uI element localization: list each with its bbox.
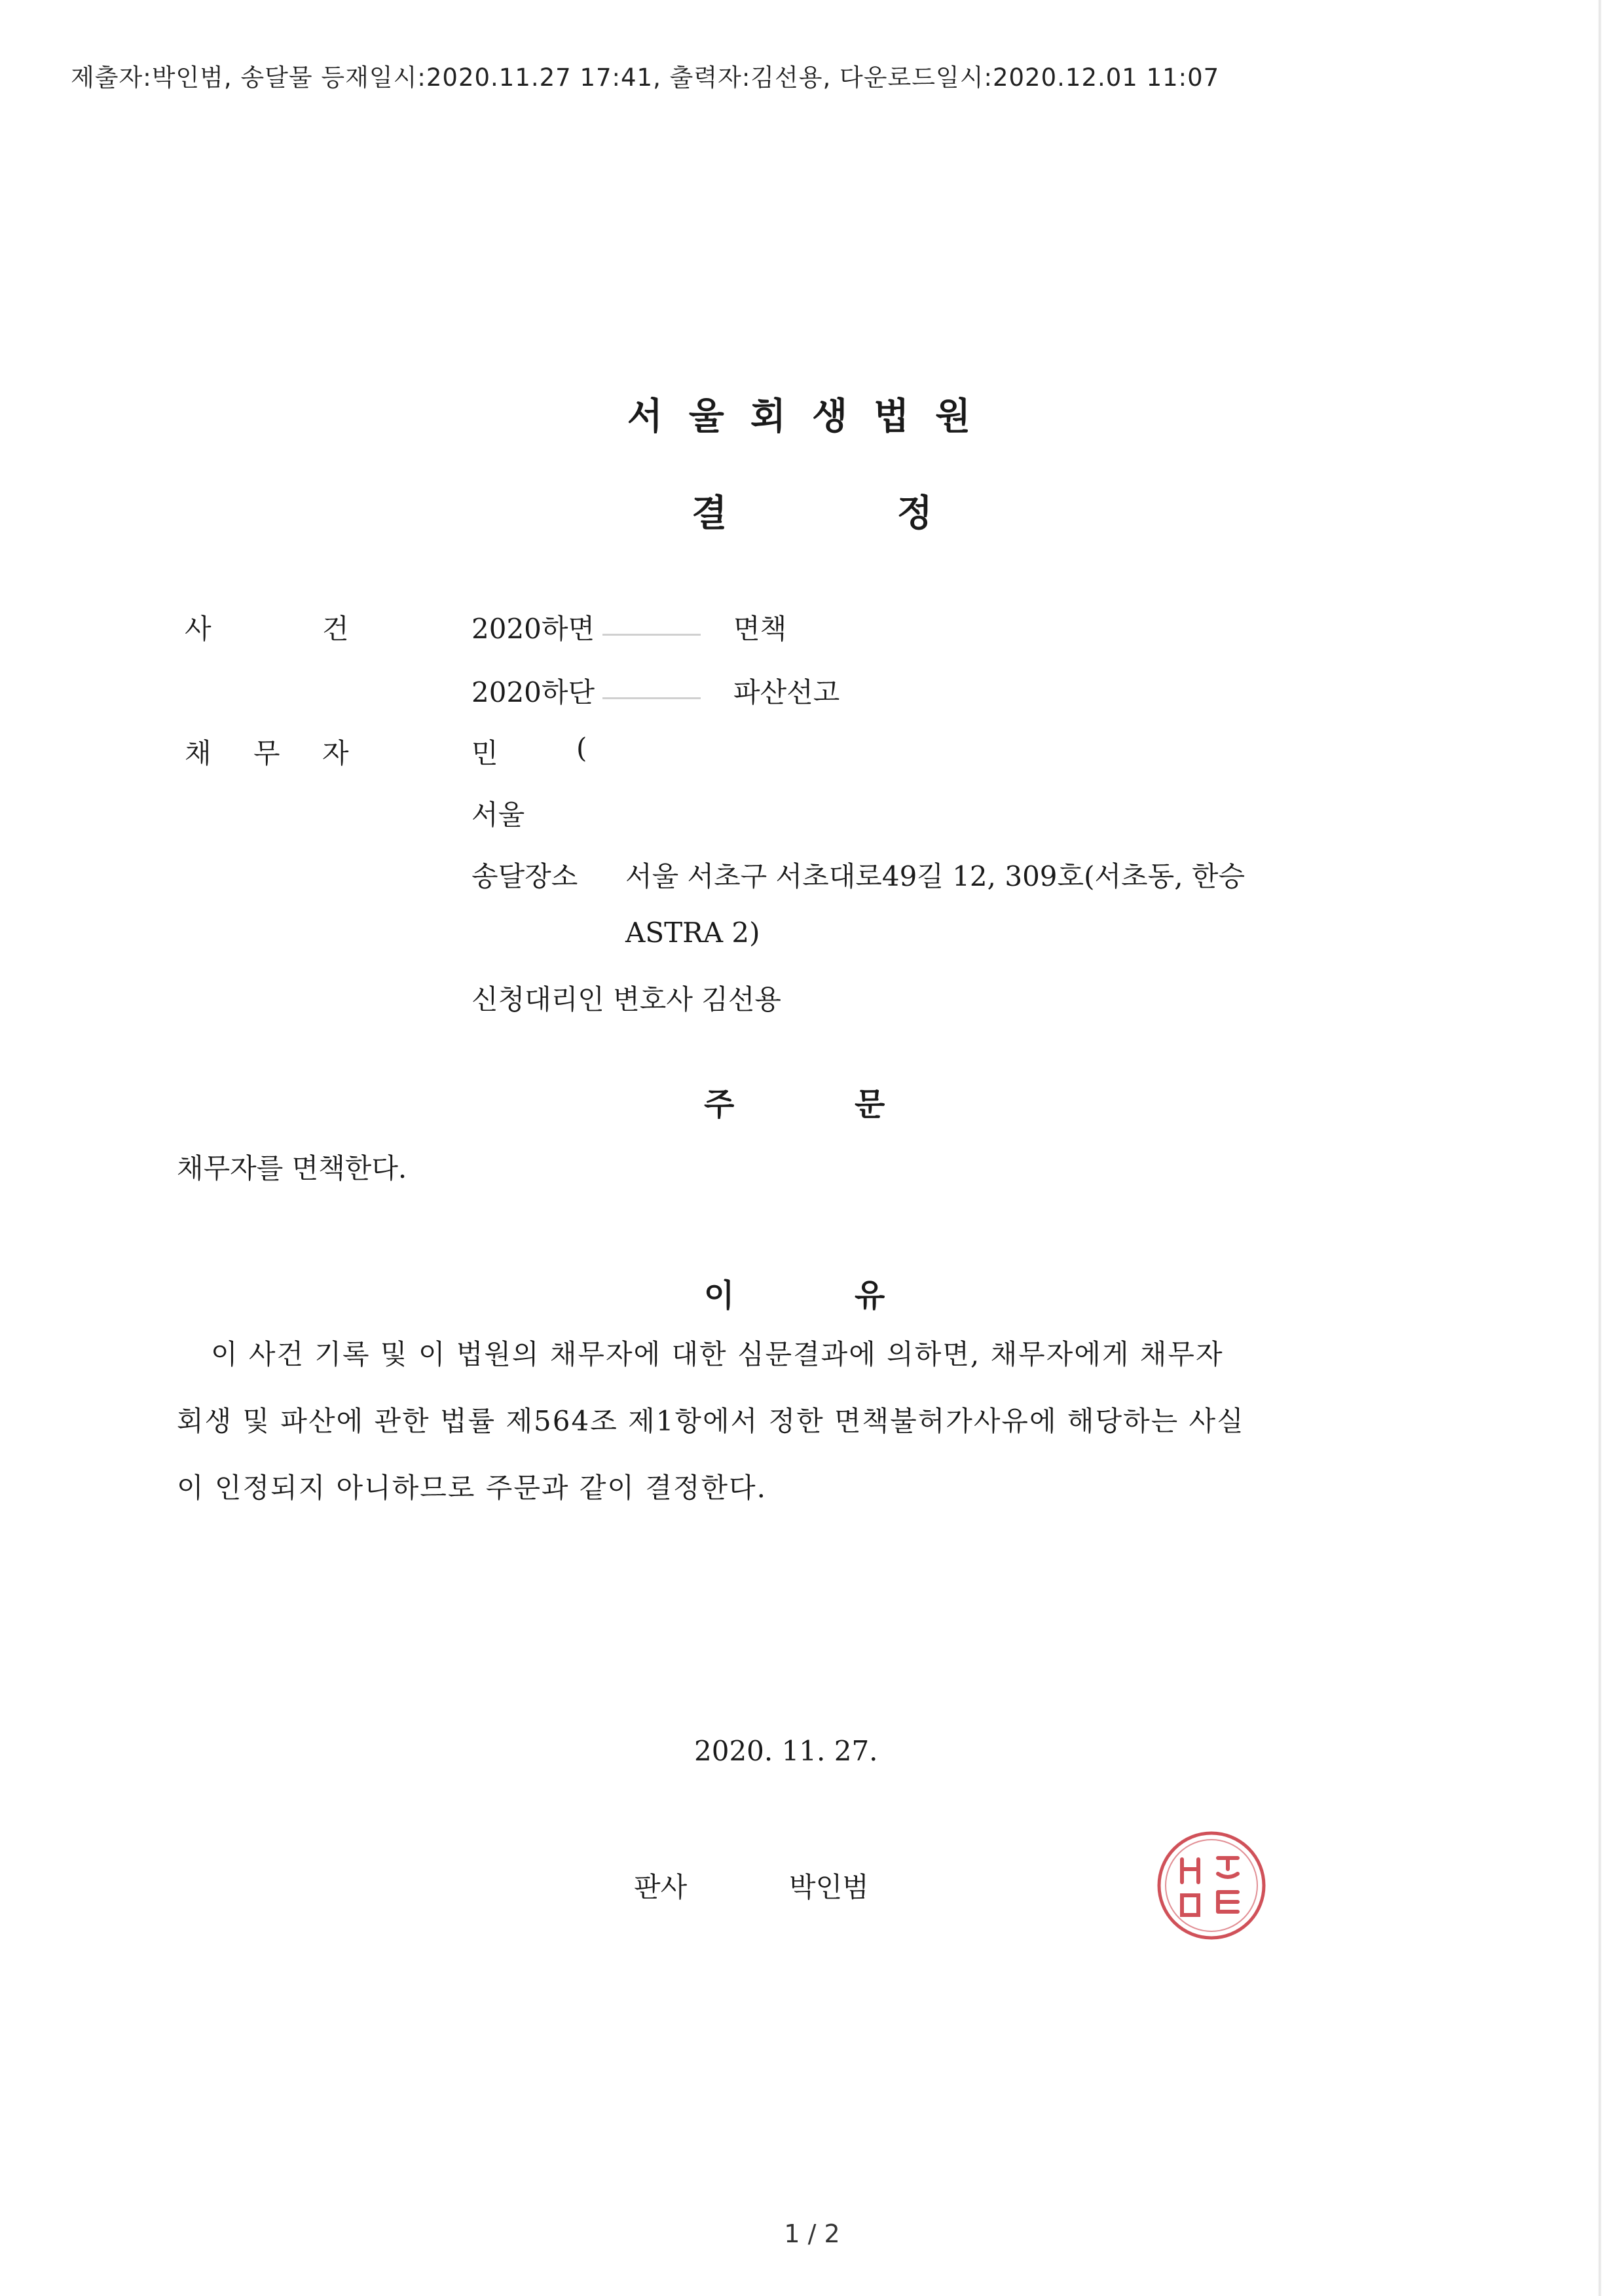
reason-heading-left: 이 (704, 1277, 735, 1314)
case-type-2: 파산선고 (733, 676, 840, 708)
redaction-mark (602, 697, 701, 699)
reason-heading-right: 유 (855, 1277, 885, 1314)
service-label: 송달장소 (471, 860, 578, 892)
case-number-1: 2020하면 (471, 613, 595, 645)
debtor-label-1: 채 (185, 737, 212, 769)
court-name: 서울회생법원 (627, 395, 997, 438)
doc-type-left: 결 (692, 492, 728, 535)
redaction-mark (602, 634, 701, 636)
document-type-title (0, 484, 1624, 537)
debtor-paren: ( (576, 732, 587, 764)
judge-name: 박인범 (789, 1871, 869, 1903)
service-address-line2: ASTRA 2) (625, 917, 760, 949)
case-label-left: 사 (185, 613, 212, 645)
service-address-line1: 서울 서초구 서초대로49길 12, 309호(서초동, 한승 (625, 860, 1246, 892)
scan-edge-shadow (1598, 0, 1602, 2296)
debtor-label-2: 무 (253, 737, 280, 769)
order-text: 채무자를 면책한다. (177, 1152, 407, 1184)
reason-line-1: 이 사건 기록 및 이 법원의 채무자에 대한 심문결과에 의하면, 채무자에게 채무자 (211, 1338, 1224, 1370)
debtor-label-3: 자 (322, 737, 349, 769)
order-heading-right: 문 (855, 1086, 885, 1123)
reason-line-3: 이 인정되지 아니하므로 주문과 같이 결정한다. (177, 1472, 767, 1504)
doc-type-right: 정 (896, 492, 932, 535)
case-number-2: 2020하단 (471, 676, 595, 708)
case-type-1: 면책 (733, 613, 787, 645)
judge-seal-stamp (1153, 1827, 1270, 1944)
reason-line-2: 회생 및 파산에 관한 법률 제564조 제1항에서 정한 면책불허가사유에 해당하는 사실 (177, 1405, 1245, 1437)
attorney-line: 신청대리인 변호사 김선용 (471, 983, 781, 1015)
page-number: 1 / 2 (784, 2219, 840, 2248)
judge-title: 판사 (634, 1871, 688, 1903)
order-heading-left: 주 (704, 1086, 735, 1123)
debtor-address: 서울 (471, 799, 525, 831)
debtor-name: 민 (471, 737, 498, 769)
decision-date: 2020. 11. 27. (694, 1735, 878, 1767)
download-header: 제출자:박인범, 송달물 등재일시:2020.11.27 17:41, 출력자:김선용, 다운로드일시:2020.12.01 11:07 (71, 64, 1220, 92)
case-label-right: 건 (322, 613, 349, 645)
